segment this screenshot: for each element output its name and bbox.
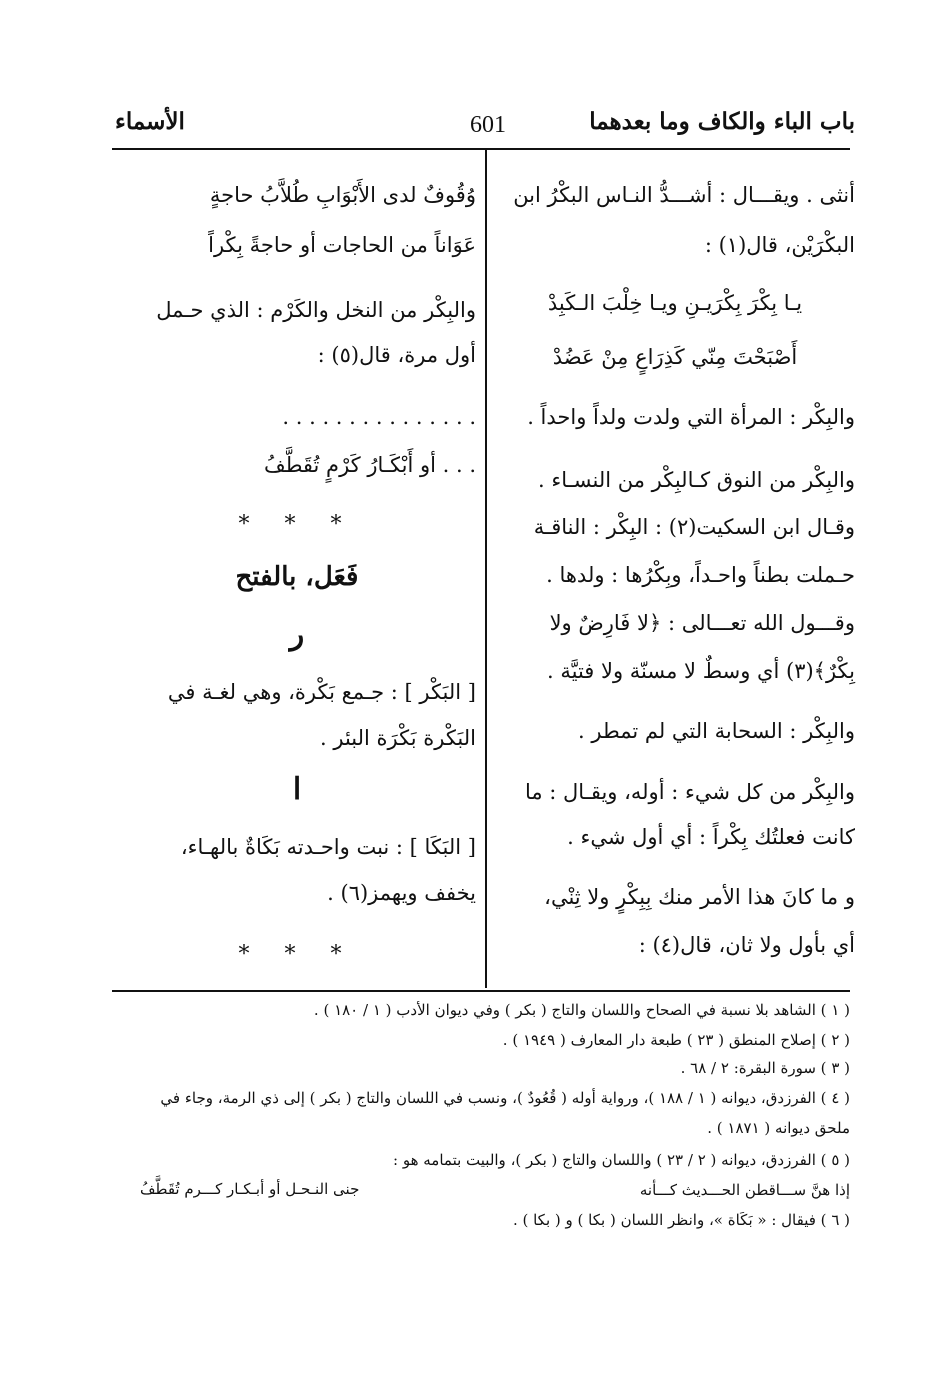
text-line: والبِكْر : السحابة التي لم تمطر . (578, 719, 855, 743)
text-line: [ البَكْر ] : جـمع بَكْرة، وهي لغـة في (167, 680, 476, 704)
footnote: ( ٣ ) سورة البقرة: ٢ / ٦٨ . (680, 1059, 850, 1077)
text-line: البكْرَيْن، قال(١) : (704, 233, 855, 257)
text-line: كانت فعلتُك بِكْراً : أي أول شيء . (567, 825, 855, 849)
text-line: حـملت بطناً واحـداً، وبِكْرُها : ولدها . (546, 563, 855, 587)
page-number: 601 (470, 112, 506, 138)
text-line: أي بأول ولا ثان، قال(٤) : (638, 933, 855, 957)
text-line: [ البَكَا ] : نبت واحـدته بَكَاةٌ بالهـاء، (180, 835, 476, 859)
text-line: يخفف ويهمز(٦) . (327, 881, 476, 905)
letter-heading: ا (292, 772, 302, 807)
text-line: البَكْرة بَكْرَة البئر . (320, 726, 476, 750)
verse-line: يـا بِكْرَ بِكْرَيـنِ ويـا خِلْبَ الـكَبِدْ (547, 291, 803, 315)
footnote: ملحق ديوانه ( ١٨٧١ ) . (707, 1119, 850, 1137)
text-line: بِكْرٌ﴾(٣) أي وسطٌ لا مسنّة ولا فتيَّة . (547, 659, 855, 683)
verse-line: أَصْبَحْتَ مِنّي كَذِرَاعٍ مِنْ عَضُدْ (552, 345, 798, 369)
footnote: ( ٤ ) الفرزدق، ديوانه ( ١ / ١٨٨ )، ورواية أوله ( قُعُودٌ )، ونسب في اللسان والتاج ( بكر ) إلى ذي الرمة، وجاء في (160, 1089, 850, 1107)
text-line: و ما كانَ هذا الأمر منك بِبِكْرٍ ولا ثِنْي، (544, 885, 855, 909)
text-line: وقـــول الله تعـــالى : ﴿لا فَارِضٌ ولا (549, 611, 855, 635)
section-stars: * * * (238, 942, 356, 967)
verse-line: عَوَاناً من الحاجات أو حاجةً بِكْراً (208, 233, 476, 257)
text-line: والبِكْر من النخل والكَرْم : الذي حـمل (156, 298, 476, 322)
text-line: وقـال ابن السكيت(٢) : البِكْر : الناقـة (533, 515, 855, 539)
ellipsis-line: . . . . . . . . . . . . . . . (282, 405, 476, 429)
column-divider (485, 150, 487, 988)
footnote: ( ١ ) الشاهد بلا نسبة في الصحاح واللسان والتاج ( بكر ) وفي ديوان الأدب ( ١ / ١٨٠ ) . (313, 1001, 850, 1019)
section-title: فَعَل، بالفتح (235, 562, 359, 592)
text-line: والبِكْر من كل شيء : أوله، ويقـال : ما (524, 780, 855, 804)
footnote: ( ٥ ) الفرزدق، ديوانه ( ٢ / ٢٣ ) واللسان والتاج ( بكر )، والبيت بتمامه هو : (393, 1151, 850, 1169)
footnote: ( ٦ ) فيقال : « بَكَاة »، وانظر اللسان ( بكا ) و ( بكا ) . (512, 1211, 850, 1229)
footnote: ( ٢ ) إصلاح المنطق ( ٢٣ ) طبعة دار المعارف ( ١٩٤٩ ) . (502, 1031, 850, 1049)
running-header-chapter: باب الباء والكاف وما بعدهما (589, 108, 855, 135)
verse-line: . . . أو أَبْكَـارُ كَرْمٍ تُقَطَّفُ (263, 453, 476, 477)
footnote-verse-second-hemistich: جنى النـحـل أو أبـكـار كـــرم تُقَطَّفُ (140, 1180, 360, 1198)
text-line: أول مرة، قال(٥) : (317, 343, 476, 367)
footnote-verse-first-hemistich: إذا هنَّ ســـاقطن الحـــديث كـــأنه (639, 1181, 850, 1199)
verse-line: وُقُوفٌ لدى الأَبْوَابِ طُلاَّبُ حاجةٍ (209, 183, 476, 207)
footnote-rule (112, 990, 850, 992)
letter-heading: ر (289, 617, 305, 652)
text-line: أنثى . ويقـــال : أشـــدُّ النـاس البكْرُ ابن (513, 183, 855, 207)
section-stars: * * * (238, 512, 356, 537)
header-rule (112, 148, 850, 150)
text-line: والبِكْر : المرأة التي ولدت ولداً واحداً . (527, 405, 855, 429)
running-header-section: الأسماء (115, 108, 185, 135)
text-line: والبِكْر من النوق كـالبِكْر من النسـاء . (538, 468, 855, 492)
